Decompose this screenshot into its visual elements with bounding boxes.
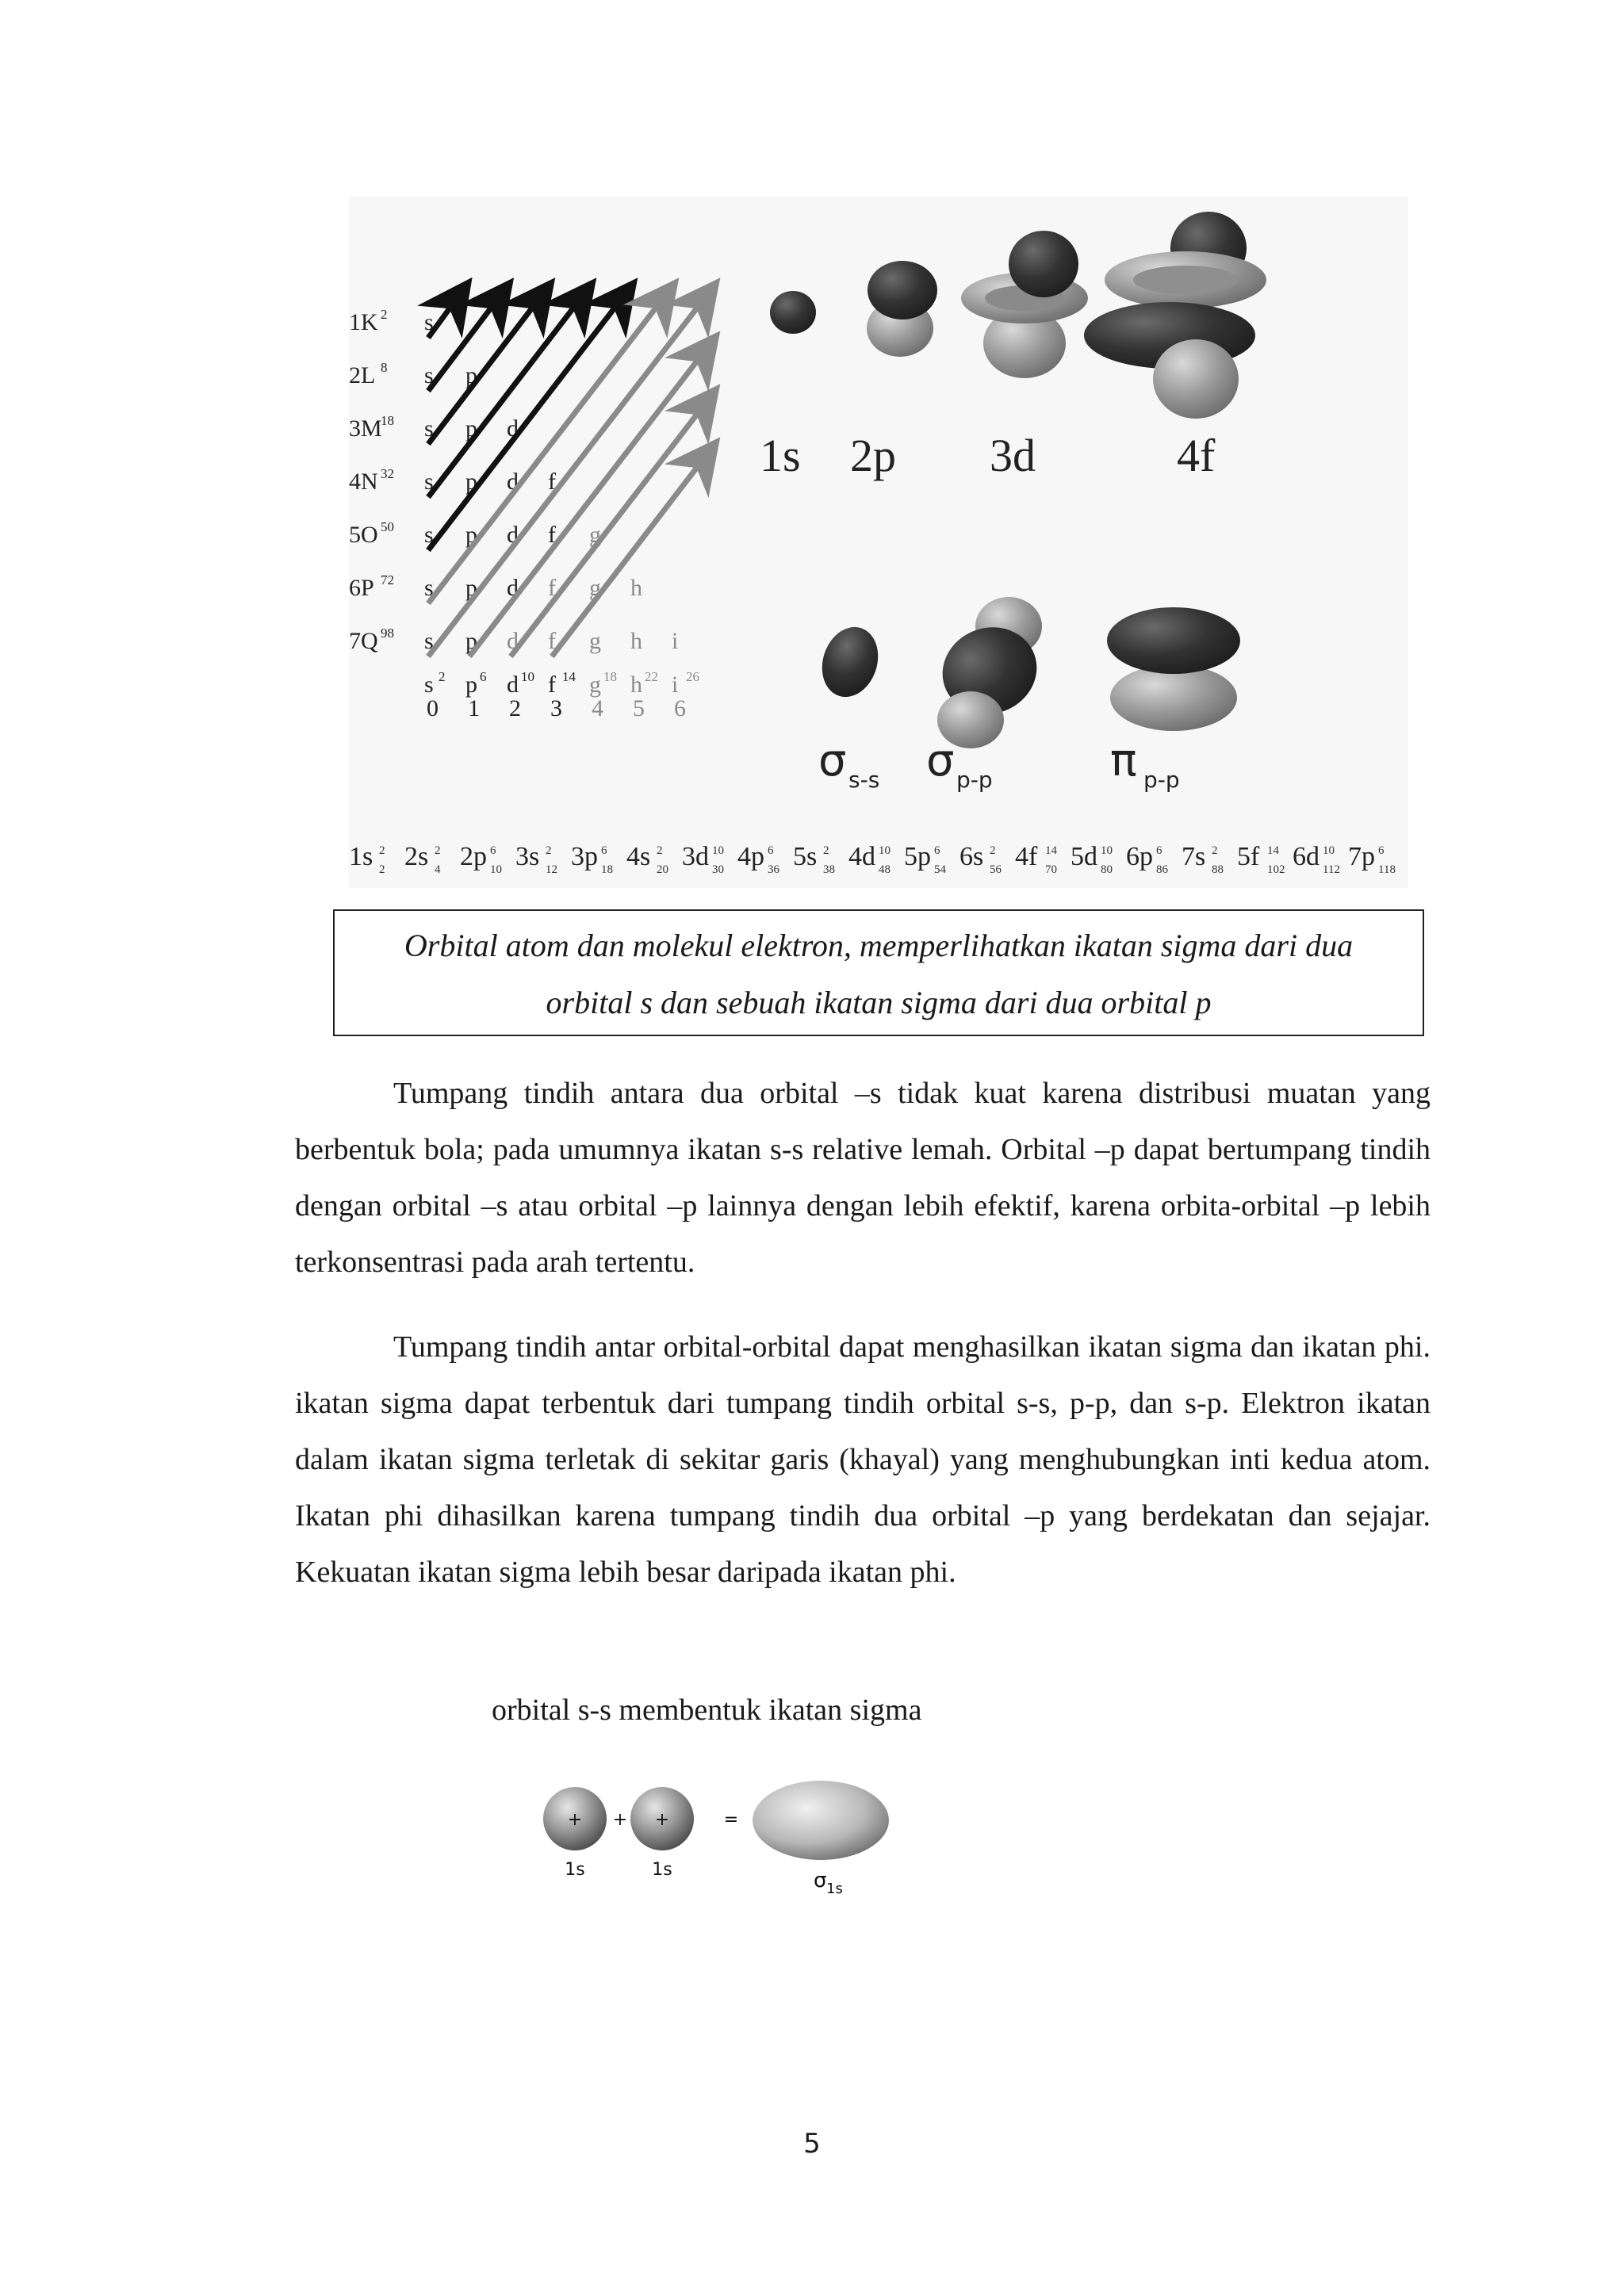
orbital-1s-shape	[770, 291, 816, 334]
capacity-value: 6	[480, 669, 487, 684]
sequence-orbital: 1s	[349, 842, 373, 871]
subshell-letter: h	[630, 628, 642, 654]
sigma-pp-shape	[930, 597, 1049, 748]
shell-capacity: 8	[381, 360, 388, 375]
label-1s-right: 1s	[652, 1860, 672, 1880]
orbital-figure	[349, 197, 1408, 888]
diagonal-arrow	[428, 300, 580, 497]
quantum-number-l: 3	[550, 695, 562, 721]
paragraph-1	[295, 1066, 1431, 1291]
bond-symbol: σ	[818, 735, 847, 786]
sequence-cumulative: 118	[1378, 863, 1396, 876]
capacity-value: 10	[521, 669, 534, 684]
sequence-cumulative: 10	[490, 863, 502, 876]
aufbau-diagram	[349, 300, 703, 721]
sequence-orbital: 5d	[1071, 842, 1097, 871]
sequence-electrons: 6	[601, 844, 607, 857]
shell-label: 2L	[349, 362, 376, 388]
subshell-letter: g	[589, 628, 601, 654]
sequence-electrons: 10	[1323, 844, 1335, 857]
sequence-cumulative: 12	[546, 863, 557, 876]
bond-subscript: p-p	[1143, 767, 1180, 793]
sequence-electrons: 2	[657, 844, 663, 857]
sequence-orbital: 5p	[904, 842, 931, 871]
capacity-value: 22	[645, 669, 658, 684]
sequence-cumulative: 2	[379, 863, 385, 876]
capacity-letter: p	[465, 672, 477, 698]
bond-symbol: π	[1110, 735, 1137, 786]
sequence-electrons: 10	[879, 844, 891, 857]
sequence-cumulative: 38	[823, 863, 835, 876]
bond-symbol: σ	[926, 735, 955, 786]
plus-operator: +	[612, 1810, 628, 1830]
orbital-4f-shape	[1084, 212, 1266, 419]
sequence-orbital: 6p	[1126, 842, 1153, 871]
subshell-letter: d	[507, 522, 519, 548]
sigma-ss-shape	[814, 620, 887, 705]
capacity-value: 2	[439, 669, 446, 684]
paragraph-1-text: Tumpang tindih antara dua orbital –s tidak kuat karena distribusi muatan yang berbentuk bola; pada umumnya ikatan s-s relative lemah. Orbital –p dapat bertumpang tindih dengan orbital –s atau orbital –p lainnya dengan lebih efektif, karena orbita-orbital –p lebih terkonsentrasi pada arah tertentu.	[295, 1077, 1431, 1279]
subshell-letter: p	[465, 522, 477, 548]
sequence-orbital: 3p	[571, 842, 598, 871]
subshell-letter: s	[424, 628, 434, 654]
sequence-orbital: 6d	[1293, 842, 1320, 871]
shell-label: 4N	[349, 469, 378, 495]
sequence-orbital: 7s	[1182, 842, 1206, 871]
sequence-cumulative: 56	[990, 863, 1002, 876]
sigma-1s-orbital	[753, 1781, 889, 1860]
shell-capacity: 98	[381, 626, 394, 641]
page-number: 5	[803, 2128, 821, 2160]
sequence-cumulative: 4	[435, 863, 441, 876]
subshell-letter: s	[424, 469, 434, 495]
diagonal-arrow	[428, 300, 621, 550]
sequence-electrons: 14	[1267, 844, 1279, 857]
subshell-letter: g	[589, 575, 601, 601]
subshell-letter: s	[424, 309, 434, 335]
sequence-orbital: 7p	[1348, 842, 1375, 871]
shell-label: 3M	[349, 415, 382, 442]
caption-line-1: Orbital atom dan molekul elektron, memperlihatkan ikatan sigma dari dua	[404, 928, 1354, 963]
sequence-orbital: 2p	[460, 842, 487, 871]
capacity-letter: h	[630, 672, 642, 698]
shell-label: 6P	[349, 575, 374, 601]
sequence-cumulative: 36	[768, 863, 779, 876]
sequence-orbital: 5s	[793, 842, 818, 871]
capacity-value: 26	[686, 669, 699, 684]
shell-capacity: 18	[381, 413, 394, 428]
subheading: orbital s-s membentuk ikatan sigma	[492, 1693, 922, 1727]
sequence-cumulative: 112	[1323, 863, 1340, 876]
shell-capacity: 2	[381, 307, 388, 322]
subshell-letter: i	[672, 628, 679, 654]
shell-label: 1K	[349, 309, 378, 335]
subshell-letter: p	[465, 469, 477, 495]
equals-operator: =	[723, 1810, 739, 1830]
ss-sigma-diagram	[531, 1768, 912, 1911]
quantum-number-l: 5	[633, 695, 645, 721]
sequence-electrons: 2	[1212, 844, 1218, 857]
quantum-number-l: 2	[509, 695, 521, 721]
bond-label-pi-pp	[1110, 735, 1180, 793]
sequence-electrons: 2	[823, 844, 829, 857]
subshell-letter: f	[548, 522, 556, 548]
filling-sequence	[349, 842, 1396, 876]
subshell-letter: p	[465, 575, 477, 601]
s-orbital-right	[630, 1787, 694, 1850]
capacity-value: 18	[603, 669, 617, 684]
sequence-cumulative: 70	[1045, 863, 1057, 876]
quantum-number-l: 0	[427, 695, 439, 721]
sequence-electrons: 10	[1101, 844, 1113, 857]
sequence-orbital: 3s	[515, 842, 540, 871]
shell-capacity: 50	[381, 519, 394, 534]
shell-label: 7Q	[349, 628, 378, 654]
bond-subscript: s-s	[848, 767, 880, 793]
bond-subscript: p-p	[956, 767, 993, 793]
subshell-letter: d	[507, 469, 519, 495]
sequence-electrons: 2	[435, 844, 441, 857]
sequence-orbital: 6s	[959, 842, 984, 871]
capacity-letter: d	[507, 672, 519, 698]
orbital-label-1s: 1s	[760, 430, 801, 481]
sequence-cumulative: 20	[657, 863, 668, 876]
s-orbital-left	[543, 1787, 607, 1850]
subshell-letter: h	[630, 575, 642, 601]
sequence-electrons: 10	[712, 844, 724, 857]
subshell-letter: p	[465, 415, 477, 442]
subshell-letter: s	[424, 415, 434, 442]
sequence-cumulative: 54	[934, 863, 946, 876]
subshell-letter: d	[507, 628, 519, 654]
orbital-label-3d: 3d	[990, 430, 1036, 481]
diagonal-arrow	[552, 459, 703, 656]
capacity-letter: s	[424, 672, 434, 698]
sequence-electrons: 6	[768, 844, 774, 857]
sequence-electrons: 6	[1156, 844, 1162, 857]
orbital-label-2p: 2p	[850, 430, 896, 481]
sequence-cumulative: 48	[879, 863, 891, 876]
caption-line-2: orbital s dan sebuah ikatan sigma dari dua orbital p	[546, 985, 1212, 1020]
sequence-orbital: 5f	[1237, 842, 1260, 871]
capacity-letter: f	[548, 672, 556, 698]
capacity-letter: g	[589, 672, 601, 698]
subshell-letter: s	[424, 362, 434, 388]
orbital-3d-shape	[961, 231, 1088, 378]
sequence-cumulative: 88	[1212, 863, 1224, 876]
sequence-cumulative: 30	[712, 863, 724, 876]
shell-label: 5O	[349, 522, 378, 548]
subshell-letter: d	[507, 575, 519, 601]
subshell-letter: s	[424, 522, 434, 548]
sequence-electrons: 2	[546, 844, 552, 857]
subshell-letter: f	[548, 628, 556, 654]
sequence-orbital: 4p	[737, 842, 764, 871]
sequence-electrons: 2	[990, 844, 996, 857]
subshell-letter: p	[465, 628, 477, 654]
capacity-letter: i	[672, 672, 679, 698]
sequence-electrons: 6	[1378, 844, 1385, 857]
paragraph-2	[295, 1319, 1431, 1601]
sequence-cumulative: 18	[601, 863, 613, 876]
label-1s-left: 1s	[565, 1860, 585, 1880]
orbital-2p-shape	[867, 261, 937, 357]
sequence-orbital: 4d	[848, 842, 875, 871]
sequence-orbital: 4s	[626, 842, 651, 871]
subshell-letter: s	[424, 575, 434, 601]
sequence-orbital: 3d	[682, 842, 709, 871]
subshell-letter: g	[589, 522, 601, 548]
sequence-cumulative: 86	[1156, 863, 1168, 876]
sigma-1s-subscript: 1s	[826, 1881, 843, 1897]
sequence-electrons: 2	[379, 844, 385, 857]
subshell-letter: f	[548, 469, 556, 495]
sequence-electrons: 6	[490, 844, 496, 857]
figure-caption	[333, 909, 1424, 1036]
sequence-cumulative: 102	[1267, 863, 1285, 876]
sequence-electrons: 14	[1045, 844, 1057, 857]
sequence-orbital: 2s	[404, 842, 429, 871]
subshell-letter: d	[507, 415, 519, 442]
quantum-number-l: 1	[468, 695, 480, 721]
plus-sign: +	[567, 1810, 583, 1830]
capacity-value: 14	[562, 669, 576, 684]
bond-label-sigma-ss	[818, 735, 879, 793]
subshell-letter: p	[465, 362, 477, 388]
subshell-letter: f	[548, 575, 556, 601]
shell-capacity: 72	[381, 572, 394, 587]
sequence-orbital: 4f	[1015, 842, 1038, 871]
paragraph-2-text: Tumpang tindih antar orbital-orbital dapat menghasilkan ikatan sigma dan ikatan phi. ikatan sigma dapat terbentuk dari tumpang tindih orbital s-s, p-p, dan s-p. Elektron ikatan dalam ikatan sigma terletak di sekitar garis (khayal) yang menghubungkan inti kedua atom. Ikatan phi dihasilkan karena tumpang tindih dua orbital –p yang berdekatan dan sejajar. Kekuatan ikatan sigma lebih besar daripada ikatan phi.	[295, 1330, 1431, 1589]
sequence-cumulative: 80	[1101, 863, 1113, 876]
quantum-number-l: 6	[674, 695, 686, 721]
orbital-figure-graphic	[349, 197, 1408, 888]
diagonal-arrow	[511, 406, 703, 656]
quantum-number-l: 4	[592, 695, 603, 721]
diagonal-arrow	[428, 300, 497, 391]
plus-sign: +	[654, 1810, 670, 1830]
pi-pp-shape	[1107, 607, 1240, 731]
shell-capacity: 32	[381, 466, 394, 481]
sequence-electrons: 6	[934, 844, 940, 857]
orbital-label-4f: 4f	[1177, 430, 1216, 481]
sigma-1s-symbol: σ	[814, 1869, 827, 1892]
